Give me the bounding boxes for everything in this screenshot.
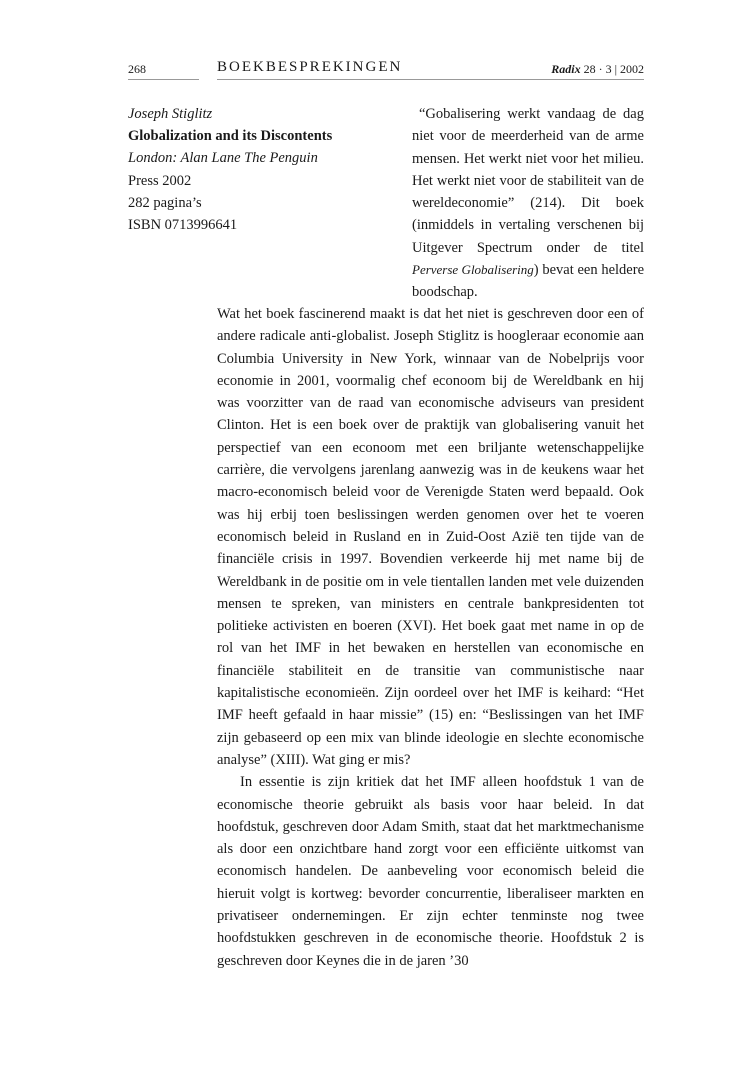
intro-text-end: ) bevat een heldere boodschap. [412,262,644,301]
journal-name: Radix [551,62,581,76]
journal-issue: 28 · 3 | 2002 [583,62,644,76]
page-number: 268 [128,62,146,76]
review-body [217,303,644,972]
publisher-line-2: Press 2002 [128,172,192,189]
page-count: 282 pagina’s [128,194,202,211]
body-paragraph-2: In essentie is zijn kritiek dat het IMF alleen hoofdstuk 1 van de economische theorie gebruikt als basis voor haar beleid. In dat hoofdstuk, geschreven door Adam Smith, staat dat het marktmechanisme als door een onzichtbare hand zorgt voor een efficiënte uitkomst van economisch handelen. De aanbeveling voor economisch beleid die hieruit volgt is kortweg: bevorder concurrentie, liberaliseer markten en privatiseer ondernemingen. Er zijn echter tenminste nog twee hoofdstukken geschreven in de economische theorie. Hoofdstuk 2 is geschreven door Keynes die in de jaren ’30 [217,774,644,969]
body-paragraph-1: Wat het boek fascinerend maakt is dat het niet is geschreven door een of andere radicale anti-globalist. Joseph Stiglitz is hoogleraar economie aan Columbia University in New York, winnaar van de Nobelprijs voor economie in 2001, voormalig chef econoom bij de Wereldbank en hij was voorzitter van de raad van economische adviseurs van president Clinton. Het is een boek over de praktijk van globalisering vanuit het perspectief van een econoom met een briljante wetenschappelijke carrière, die vervolgens jarenlang aanwezig was in de keukens waar het macro-economisch beleid voor de Verenigde Staten werd bepaald. Ook was hij erbij toen beslissingen werden genomen over het te voeren economisch beleid in Rusland en in Zuid-Oost Azië ten tijde van de financiële crisis in 1997. Bovendien verkeerde hij met name bij de Wereldbank in de positie om in vele tientallen landen met vele duizenden mensen te spreken, van ministers en centrale bankpresidenten tot politieke activisten en boeren (XVI). Het boek gaat met name in op de rol van het IMF in het bewaken en herstellen van economische en financiële stabiliteit en de transitie van communistische naar kapitalistische economieën. Zijn oordeel over het IMF is keihard: “Het IMF heeft gefaald in haar missie” (15) en: “Beslissingen van het IMF zijn gebaseerd op een mix van blinde ideologie en slechte economische analyse” (XIII). Wat ging er mis? [217,306,644,768]
isbn: ISBN 0713996641 [128,217,238,234]
intro-text: “Gobalisering werkt vandaag de dag niet voor de meerderheid van de arme mensen. Het werkt niet voor het milieu. Het werkt niet voor de stabiliteit van de wereldeconomie” (214). Dit boek (inmiddels in vertaling verschenen bij Uitgever Spectrum onder de titel [412,106,644,256]
header-rule-left [128,79,199,80]
book-author: Joseph Stiglitz [128,106,213,122]
publisher-line-1: London: Alan Lane The Penguin [128,150,318,167]
bibliographic-info [128,103,398,236]
dutch-book-title: Perverse Globalisering [412,262,534,278]
book-title: Globalization and its Discontents [128,128,333,145]
intro-paragraph [412,103,644,304]
header-rule-right [217,79,644,80]
section-title: BOEKBESPREKINGEN [217,59,403,75]
journal-reference [551,62,644,77]
running-header [0,58,738,84]
